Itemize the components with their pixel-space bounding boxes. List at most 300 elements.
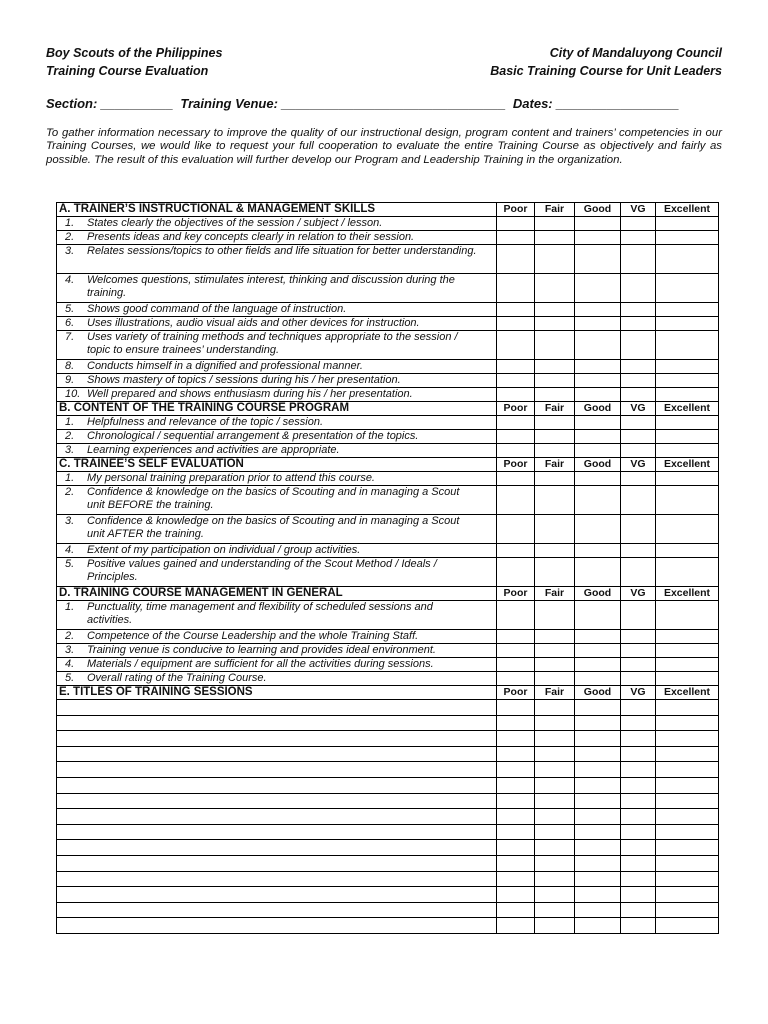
rating-cell[interactable] bbox=[621, 644, 656, 658]
item-text: Uses variety of training methods and techniques appropriate to the session / topic to ensure trainees’ understanding. bbox=[87, 331, 458, 356]
rating-cell[interactable] bbox=[656, 793, 719, 809]
rating-cell[interactable] bbox=[535, 430, 575, 444]
rating-cell[interactable] bbox=[656, 360, 719, 374]
criteria-text-cell bbox=[57, 217, 497, 231]
rating-header-1: Fair bbox=[535, 686, 575, 700]
session-title-cell[interactable] bbox=[57, 746, 497, 762]
criteria-row bbox=[57, 672, 719, 686]
rating-cell[interactable] bbox=[535, 746, 575, 762]
rating-cell[interactable] bbox=[621, 902, 656, 918]
council-name: City of Mandaluyong Council bbox=[549, 46, 722, 60]
rating-header-2: Good bbox=[575, 203, 621, 217]
rating-cell[interactable] bbox=[621, 544, 656, 558]
item-number: 2. bbox=[65, 630, 75, 642]
section-title: A. TRAINER’S INSTRUCTIONAL & MANAGEMENT SKILLS bbox=[57, 203, 497, 217]
rating-header-0: Poor bbox=[497, 203, 535, 217]
item-text: Well prepared and shows enthusiasm during his / her presentation. bbox=[87, 388, 413, 400]
rating-cell[interactable] bbox=[621, 658, 656, 672]
blank-session-row bbox=[57, 824, 719, 840]
rating-cell[interactable] bbox=[497, 700, 535, 716]
item-number: 7. bbox=[65, 331, 75, 343]
rating-header-4: Excellent bbox=[656, 402, 719, 416]
rating-cell[interactable] bbox=[535, 231, 575, 245]
rating-cell[interactable] bbox=[656, 762, 719, 778]
item-text: Uses illustrations, audio visual aids and other devices for instruction. bbox=[87, 317, 420, 329]
rating-cell[interactable] bbox=[575, 601, 621, 630]
item-number: 5. bbox=[65, 303, 75, 315]
criteria-text-cell bbox=[57, 472, 497, 486]
rating-cell[interactable] bbox=[535, 544, 575, 558]
item-text: Punctuality, time management and flexibility of scheduled sessions and activities. bbox=[87, 601, 433, 626]
rating-cell[interactable] bbox=[535, 672, 575, 686]
rating-cell[interactable] bbox=[656, 558, 719, 587]
rating-cell[interactable] bbox=[497, 644, 535, 658]
item-number: 4. bbox=[65, 658, 75, 670]
criteria-text-cell bbox=[57, 303, 497, 317]
criteria-row bbox=[57, 444, 719, 458]
rating-cell[interactable] bbox=[575, 902, 621, 918]
blank-session-row bbox=[57, 887, 719, 903]
criteria-text-cell bbox=[57, 658, 497, 672]
rating-cell[interactable] bbox=[621, 672, 656, 686]
rating-cell[interactable] bbox=[656, 515, 719, 544]
rating-cell[interactable] bbox=[656, 245, 719, 274]
rating-cell[interactable] bbox=[497, 416, 535, 430]
rating-cell[interactable] bbox=[575, 374, 621, 388]
rating-cell[interactable] bbox=[497, 715, 535, 731]
rating-cell[interactable] bbox=[621, 486, 656, 515]
rating-cell[interactable] bbox=[621, 777, 656, 793]
rating-cell[interactable] bbox=[535, 444, 575, 458]
rating-cell[interactable] bbox=[575, 918, 621, 934]
rating-cell[interactable] bbox=[575, 416, 621, 430]
section-title: B. CONTENT OF THE TRAINING COURSE PROGRAM bbox=[57, 402, 497, 416]
rating-header-0: Poor bbox=[497, 686, 535, 700]
rating-cell[interactable] bbox=[575, 715, 621, 731]
item-text: Conducts himself in a dignified and professional manner. bbox=[87, 360, 363, 372]
item-number: 4. bbox=[65, 274, 75, 286]
rating-cell[interactable] bbox=[535, 472, 575, 486]
rating-cell[interactable] bbox=[535, 274, 575, 303]
rating-cell[interactable] bbox=[575, 360, 621, 374]
session-title-cell[interactable] bbox=[57, 715, 497, 731]
criteria-text-cell bbox=[57, 558, 497, 587]
rating-cell[interactable] bbox=[497, 871, 535, 887]
rating-cell[interactable] bbox=[656, 601, 719, 630]
rating-header-0: Poor bbox=[497, 402, 535, 416]
rating-cell[interactable] bbox=[535, 918, 575, 934]
criteria-text-cell bbox=[57, 430, 497, 444]
rating-cell[interactable] bbox=[575, 700, 621, 716]
rating-cell[interactable] bbox=[497, 515, 535, 544]
session-title-cell[interactable] bbox=[57, 824, 497, 840]
blank-session-row bbox=[57, 731, 719, 747]
rating-cell[interactable] bbox=[621, 746, 656, 762]
rating-cell[interactable] bbox=[497, 558, 535, 587]
rating-cell[interactable] bbox=[535, 777, 575, 793]
rating-cell[interactable] bbox=[575, 388, 621, 402]
item-number: 10. bbox=[65, 388, 81, 400]
rating-cell[interactable] bbox=[621, 472, 656, 486]
item-number: 2. bbox=[65, 231, 75, 243]
rating-cell[interactable] bbox=[575, 430, 621, 444]
rating-cell[interactable] bbox=[621, 700, 656, 716]
rating-cell[interactable] bbox=[621, 715, 656, 731]
rating-cell[interactable] bbox=[535, 515, 575, 544]
item-text: Positive values gained and understanding of the Scout Method / Ideals / Principles. bbox=[87, 558, 437, 583]
session-title-cell[interactable] bbox=[57, 918, 497, 934]
rating-cell[interactable] bbox=[656, 871, 719, 887]
item-number: 2. bbox=[65, 486, 75, 498]
rating-cell[interactable] bbox=[621, 245, 656, 274]
rating-cell[interactable] bbox=[575, 731, 621, 747]
rating-cell[interactable] bbox=[535, 809, 575, 825]
rating-cell[interactable] bbox=[497, 360, 535, 374]
rating-cell[interactable] bbox=[497, 303, 535, 317]
rating-cell[interactable] bbox=[621, 731, 656, 747]
rating-cell[interactable] bbox=[497, 731, 535, 747]
rating-cell[interactable] bbox=[497, 777, 535, 793]
evaluation-table bbox=[56, 202, 719, 934]
criteria-text-cell bbox=[57, 444, 497, 458]
session-title-cell[interactable] bbox=[57, 840, 497, 856]
session-title-cell[interactable] bbox=[57, 793, 497, 809]
rating-cell[interactable] bbox=[575, 762, 621, 778]
rating-cell[interactable] bbox=[575, 231, 621, 245]
rating-cell[interactable] bbox=[575, 644, 621, 658]
criteria-text-cell bbox=[57, 245, 497, 274]
rating-cell[interactable] bbox=[621, 360, 656, 374]
rating-cell[interactable] bbox=[656, 486, 719, 515]
rating-cell[interactable] bbox=[621, 840, 656, 856]
section-header-row bbox=[57, 587, 719, 601]
item-text: Learning experiences and activities are appropriate. bbox=[87, 444, 340, 456]
rating-cell[interactable] bbox=[535, 824, 575, 840]
item-number: 3. bbox=[65, 245, 75, 257]
blank-session-row bbox=[57, 777, 719, 793]
item-number: 1. bbox=[65, 472, 75, 484]
rating-cell[interactable] bbox=[656, 416, 719, 430]
rating-cell[interactable] bbox=[575, 824, 621, 840]
blank-session-row bbox=[57, 840, 719, 856]
rating-cell[interactable] bbox=[497, 672, 535, 686]
rating-cell[interactable] bbox=[621, 217, 656, 231]
rating-cell[interactable] bbox=[497, 918, 535, 934]
rating-cell[interactable] bbox=[656, 317, 719, 331]
rating-cell[interactable] bbox=[621, 855, 656, 871]
rating-cell[interactable] bbox=[535, 762, 575, 778]
item-number: 5. bbox=[65, 558, 75, 570]
rating-cell[interactable] bbox=[575, 217, 621, 231]
section-title: C. TRAINEE’S SELF EVALUATION bbox=[57, 458, 497, 472]
criteria-row bbox=[57, 388, 719, 402]
rating-cell[interactable] bbox=[497, 331, 535, 360]
rating-cell[interactable] bbox=[535, 360, 575, 374]
rating-cell[interactable] bbox=[656, 824, 719, 840]
rating-cell[interactable] bbox=[621, 887, 656, 903]
rating-cell[interactable] bbox=[535, 601, 575, 630]
rating-cell[interactable] bbox=[621, 374, 656, 388]
rating-cell[interactable] bbox=[497, 217, 535, 231]
rating-cell[interactable] bbox=[497, 793, 535, 809]
rating-cell[interactable] bbox=[621, 824, 656, 840]
session-title-cell[interactable] bbox=[57, 762, 497, 778]
rating-cell[interactable] bbox=[656, 918, 719, 934]
criteria-text-cell bbox=[57, 360, 497, 374]
blank-session-row bbox=[57, 871, 719, 887]
rating-cell[interactable] bbox=[535, 700, 575, 716]
rating-cell[interactable] bbox=[575, 887, 621, 903]
rating-cell[interactable] bbox=[497, 601, 535, 630]
item-number: 2. bbox=[65, 430, 75, 442]
rating-cell[interactable] bbox=[497, 245, 535, 274]
rating-cell[interactable] bbox=[575, 871, 621, 887]
session-title-cell[interactable] bbox=[57, 700, 497, 716]
blank-session-row bbox=[57, 809, 719, 825]
rating-cell[interactable] bbox=[621, 515, 656, 544]
item-text: Shows good command of the language of instruction. bbox=[87, 303, 347, 315]
rating-cell[interactable] bbox=[575, 558, 621, 587]
item-number: 3. bbox=[65, 644, 75, 656]
criteria-text-cell bbox=[57, 644, 497, 658]
rating-header-2: Good bbox=[575, 587, 621, 601]
criteria-text-cell bbox=[57, 630, 497, 644]
criteria-row bbox=[57, 360, 719, 374]
rating-cell[interactable] bbox=[656, 840, 719, 856]
rating-header-3: VG bbox=[621, 686, 656, 700]
rating-cell[interactable] bbox=[535, 793, 575, 809]
session-title-cell[interactable] bbox=[57, 887, 497, 903]
section-header-row bbox=[57, 203, 719, 217]
item-number: 3. bbox=[65, 444, 75, 456]
rating-cell[interactable] bbox=[575, 317, 621, 331]
rating-cell[interactable] bbox=[497, 630, 535, 644]
rating-cell[interactable] bbox=[535, 630, 575, 644]
item-text: Shows mastery of topics / sessions during his / her presentation. bbox=[87, 374, 401, 386]
blank-session-row bbox=[57, 762, 719, 778]
section-header-row bbox=[57, 402, 719, 416]
rating-cell[interactable] bbox=[575, 245, 621, 274]
section-title: E. TITLES OF TRAINING SESSIONS bbox=[57, 686, 497, 700]
rating-cell[interactable] bbox=[575, 544, 621, 558]
rating-cell[interactable] bbox=[535, 887, 575, 903]
rating-cell[interactable] bbox=[497, 855, 535, 871]
rating-cell[interactable] bbox=[497, 430, 535, 444]
header-row-2 bbox=[46, 64, 722, 78]
criteria-row bbox=[57, 274, 719, 303]
rating-cell[interactable] bbox=[497, 809, 535, 825]
rating-cell[interactable] bbox=[621, 601, 656, 630]
rating-cell[interactable] bbox=[656, 231, 719, 245]
item-number: 1. bbox=[65, 601, 75, 613]
rating-cell[interactable] bbox=[497, 274, 535, 303]
rating-cell[interactable] bbox=[575, 672, 621, 686]
rating-cell[interactable] bbox=[575, 331, 621, 360]
rating-header-1: Fair bbox=[535, 587, 575, 601]
rating-cell[interactable] bbox=[497, 840, 535, 856]
rating-cell[interactable] bbox=[621, 558, 656, 587]
rating-cell[interactable] bbox=[575, 840, 621, 856]
session-title-cell[interactable] bbox=[57, 871, 497, 887]
rating-cell[interactable] bbox=[497, 887, 535, 903]
rating-cell[interactable] bbox=[575, 793, 621, 809]
item-text: Welcomes questions, stimulates interest, thinking and discussion during the training. bbox=[87, 274, 455, 299]
rating-cell[interactable] bbox=[535, 731, 575, 747]
rating-cell[interactable] bbox=[656, 731, 719, 747]
rating-cell[interactable] bbox=[497, 317, 535, 331]
blank-session-row bbox=[57, 793, 719, 809]
rating-cell[interactable] bbox=[656, 374, 719, 388]
criteria-text-cell bbox=[57, 374, 497, 388]
rating-cell[interactable] bbox=[656, 388, 719, 402]
rating-header-4: Excellent bbox=[656, 587, 719, 601]
rating-cell[interactable] bbox=[535, 317, 575, 331]
rating-cell[interactable] bbox=[497, 472, 535, 486]
rating-cell[interactable] bbox=[656, 430, 719, 444]
rating-cell[interactable] bbox=[497, 544, 535, 558]
rating-cell[interactable] bbox=[497, 658, 535, 672]
criteria-text-cell bbox=[57, 331, 497, 360]
header-row-1 bbox=[46, 46, 722, 60]
rating-cell[interactable] bbox=[621, 303, 656, 317]
session-title-cell[interactable] bbox=[57, 902, 497, 918]
rating-cell[interactable] bbox=[575, 630, 621, 644]
rating-cell[interactable] bbox=[656, 544, 719, 558]
criteria-row bbox=[57, 416, 719, 430]
rating-cell[interactable] bbox=[656, 700, 719, 716]
rating-cell[interactable] bbox=[497, 486, 535, 515]
rating-cell[interactable] bbox=[535, 658, 575, 672]
blank-session-row bbox=[57, 918, 719, 934]
rating-cell[interactable] bbox=[535, 715, 575, 731]
criteria-text-cell bbox=[57, 416, 497, 430]
rating-cell[interactable] bbox=[535, 388, 575, 402]
rating-cell[interactable] bbox=[497, 746, 535, 762]
rating-cell[interactable] bbox=[621, 416, 656, 430]
rating-cell[interactable] bbox=[497, 231, 535, 245]
rating-cell[interactable] bbox=[535, 374, 575, 388]
rating-cell[interactable] bbox=[575, 472, 621, 486]
rating-cell[interactable] bbox=[656, 472, 719, 486]
rating-cell[interactable] bbox=[575, 486, 621, 515]
section-venue-dates-line: Section: __________ Training Venue: _______________________________ Dates: _________________ bbox=[46, 96, 680, 111]
rating-header-2: Good bbox=[575, 402, 621, 416]
rating-cell[interactable] bbox=[535, 416, 575, 430]
rating-cell[interactable] bbox=[535, 871, 575, 887]
rating-cell[interactable] bbox=[656, 217, 719, 231]
rating-cell[interactable] bbox=[621, 274, 656, 303]
rating-cell[interactable] bbox=[656, 630, 719, 644]
item-text: Presents ideas and key concepts clearly in relation to their session. bbox=[87, 231, 415, 243]
rating-cell[interactable] bbox=[575, 274, 621, 303]
rating-cell[interactable] bbox=[656, 902, 719, 918]
rating-cell[interactable] bbox=[535, 217, 575, 231]
rating-cell[interactable] bbox=[497, 902, 535, 918]
rating-cell[interactable] bbox=[656, 855, 719, 871]
criteria-row bbox=[57, 217, 719, 231]
rating-header-4: Excellent bbox=[656, 686, 719, 700]
rating-cell[interactable] bbox=[575, 855, 621, 871]
rating-cell[interactable] bbox=[497, 824, 535, 840]
rating-cell[interactable] bbox=[621, 918, 656, 934]
rating-cell[interactable] bbox=[621, 317, 656, 331]
rating-cell[interactable] bbox=[575, 809, 621, 825]
rating-cell[interactable] bbox=[535, 902, 575, 918]
rating-cell[interactable] bbox=[621, 793, 656, 809]
rating-cell[interactable] bbox=[656, 658, 719, 672]
rating-cell[interactable] bbox=[656, 331, 719, 360]
rating-cell[interactable] bbox=[497, 388, 535, 402]
rating-cell[interactable] bbox=[621, 444, 656, 458]
criteria-row bbox=[57, 644, 719, 658]
rating-cell[interactable] bbox=[656, 715, 719, 731]
rating-cell[interactable] bbox=[535, 840, 575, 856]
rating-cell[interactable] bbox=[497, 444, 535, 458]
rating-cell[interactable] bbox=[575, 444, 621, 458]
session-title-cell[interactable] bbox=[57, 809, 497, 825]
rating-cell[interactable] bbox=[535, 245, 575, 274]
rating-cell[interactable] bbox=[656, 672, 719, 686]
session-title-cell[interactable] bbox=[57, 855, 497, 871]
rating-cell[interactable] bbox=[656, 303, 719, 317]
rating-cell[interactable] bbox=[535, 303, 575, 317]
rating-cell[interactable] bbox=[656, 777, 719, 793]
criteria-text-cell bbox=[57, 544, 497, 558]
item-text: Relates sessions/topics to other fields and life situation for better understanding. bbox=[87, 245, 477, 257]
item-text: Confidence & knowledge on the basics of Scouting and in managing a Scout unit AFTER the training. bbox=[87, 515, 460, 540]
rating-cell[interactable] bbox=[656, 746, 719, 762]
rating-cell[interactable] bbox=[497, 374, 535, 388]
rating-cell[interactable] bbox=[656, 444, 719, 458]
rating-cell[interactable] bbox=[575, 746, 621, 762]
rating-cell[interactable] bbox=[535, 558, 575, 587]
rating-cell[interactable] bbox=[575, 777, 621, 793]
rating-cell[interactable] bbox=[621, 388, 656, 402]
blank-session-row bbox=[57, 855, 719, 871]
rating-cell[interactable] bbox=[656, 274, 719, 303]
rating-cell[interactable] bbox=[535, 644, 575, 658]
rating-cell[interactable] bbox=[621, 871, 656, 887]
rating-cell[interactable] bbox=[535, 855, 575, 871]
criteria-row bbox=[57, 231, 719, 245]
rating-cell[interactable] bbox=[621, 430, 656, 444]
rating-header-3: VG bbox=[621, 587, 656, 601]
session-title-cell[interactable] bbox=[57, 731, 497, 747]
rating-cell[interactable] bbox=[575, 515, 621, 544]
rating-cell[interactable] bbox=[621, 630, 656, 644]
rating-cell[interactable] bbox=[656, 809, 719, 825]
rating-cell[interactable] bbox=[621, 809, 656, 825]
item-text: Helpfulness and relevance of the topic / session. bbox=[87, 416, 324, 428]
rating-cell[interactable] bbox=[621, 331, 656, 360]
rating-cell[interactable] bbox=[575, 658, 621, 672]
rating-cell[interactable] bbox=[621, 231, 656, 245]
criteria-text-cell bbox=[57, 388, 497, 402]
rating-cell[interactable] bbox=[656, 644, 719, 658]
rating-cell[interactable] bbox=[535, 486, 575, 515]
rating-cell[interactable] bbox=[497, 762, 535, 778]
rating-cell[interactable] bbox=[575, 303, 621, 317]
rating-cell[interactable] bbox=[621, 762, 656, 778]
rating-cell[interactable] bbox=[535, 331, 575, 360]
item-text: Confidence & knowledge on the basics of Scouting and in managing a Scout unit BEFORE the training. bbox=[87, 486, 460, 511]
section-header-row bbox=[57, 686, 719, 700]
rating-cell[interactable] bbox=[656, 887, 719, 903]
session-title-cell[interactable] bbox=[57, 777, 497, 793]
criteria-row bbox=[57, 472, 719, 486]
item-number: 6. bbox=[65, 317, 75, 329]
rating-header-1: Fair bbox=[535, 458, 575, 472]
